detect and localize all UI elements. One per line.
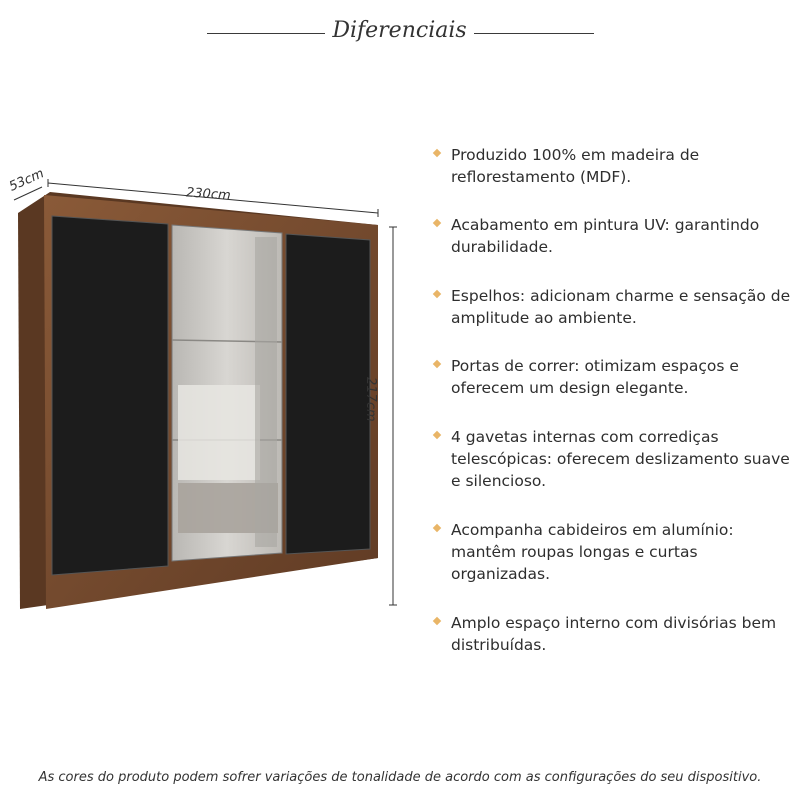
diamond-bullet-icon xyxy=(433,431,441,439)
diamond-bullet-icon xyxy=(433,219,441,227)
left-door xyxy=(52,216,168,575)
feature-text: Acabamento em pintura UV: garantindo durabilidade. xyxy=(451,216,760,256)
feature-text: Espelhos: adicionam charme e sensação de amplitude ao ambiente. xyxy=(451,287,791,327)
color-disclaimer: As cores do produto podem sofrer variações de tonalidade de acordo com as configurações do seu dispositivo. xyxy=(38,770,762,785)
feature-text: Produzido 100% em madeira de reflorestamento (MDF). xyxy=(451,146,700,186)
depth-label: 53cm xyxy=(7,166,47,195)
height-label: 217cm xyxy=(363,377,378,422)
diamond-bullet-icon xyxy=(433,149,441,157)
feature-text: Amplo espaço interno com divisórias bem distribuídas. xyxy=(451,614,777,654)
feature-text: Portas de correr: otimizam espaços e oferecem um design elegante. xyxy=(451,357,739,397)
diamond-bullet-icon xyxy=(433,617,441,625)
mirror-reflection-curtain xyxy=(255,237,277,547)
right-door xyxy=(286,234,370,554)
diamond-bullet-icon xyxy=(433,360,441,368)
mirror-reflection-headboard xyxy=(178,385,260,480)
header-divider-left xyxy=(207,33,325,34)
wardrobe-illustration xyxy=(0,165,410,615)
diamond-bullet-icon xyxy=(433,290,441,298)
width-label: 230cm xyxy=(185,185,232,204)
features-list xyxy=(434,0,794,700)
feature-text: Acompanha cabideiros em alumínio: mantêm roupas longas e curtas organizadas. xyxy=(451,521,734,583)
section-title: Diferenciais xyxy=(332,18,467,43)
feature-text: 4 gavetas internas com corrediças telescópicas: oferecem deslizamento suave e silencioso. xyxy=(451,428,790,490)
diamond-bullet-icon xyxy=(433,524,441,532)
wardrobe-figure xyxy=(0,165,410,615)
